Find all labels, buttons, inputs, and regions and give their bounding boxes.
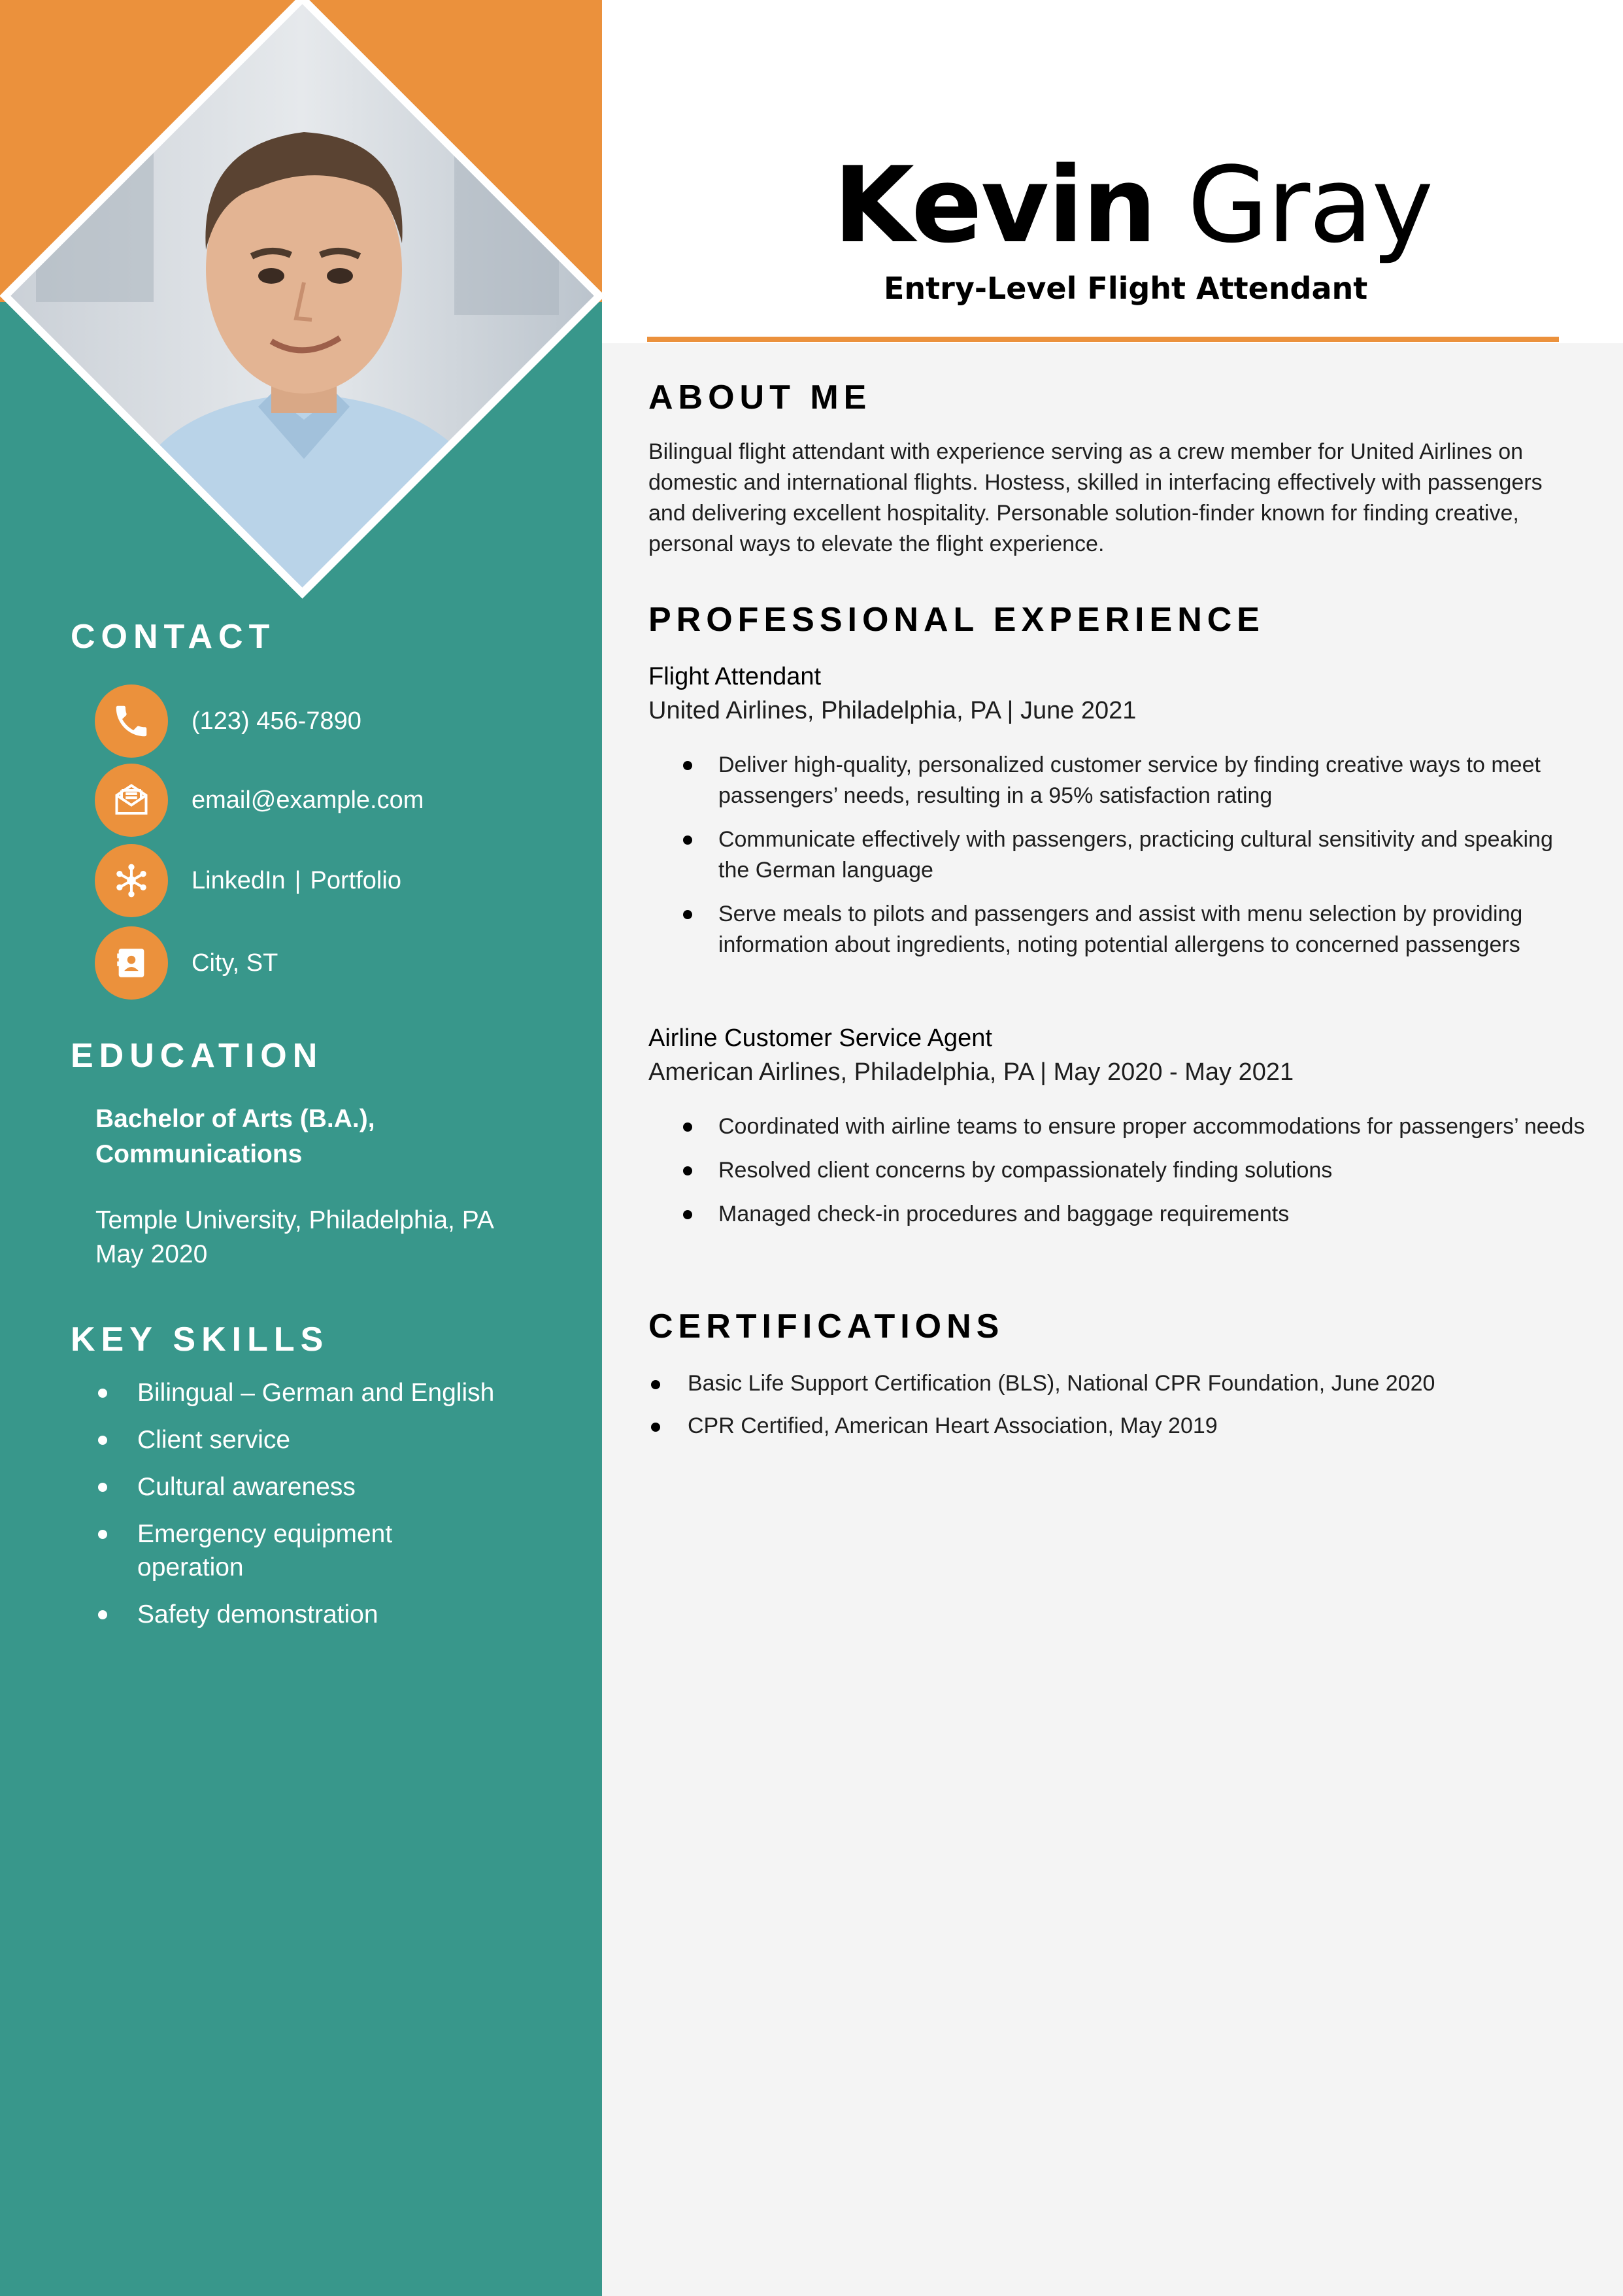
job-title: Entry-Level Flight Attendant — [884, 271, 1368, 306]
certifications-heading: CERTIFICATIONS — [648, 1308, 1005, 1345]
network-icon — [95, 844, 168, 917]
skill-item: Safety demonstration — [95, 1598, 553, 1631]
job-role: Flight Attendant — [648, 663, 822, 690]
education-date: May 2020 — [95, 1240, 208, 1268]
experience-heading: PROFESSIONAL EXPERIENCE — [648, 601, 1265, 639]
contact-heading: CONTACT — [71, 618, 276, 656]
contact-links — [95, 844, 401, 917]
job-bullet: Coordinated with airline teams to ensure proper accommodations for passengers’ needs — [683, 1111, 1588, 1142]
skills-list — [95, 1376, 553, 1645]
job-role: Airline Customer Service Agent — [648, 1024, 992, 1052]
education-school: Temple University, Philadelphia, PA — [95, 1206, 494, 1234]
contact-card-icon — [95, 926, 168, 1000]
title-divider — [647, 337, 1559, 342]
location: City, ST — [192, 949, 278, 977]
about-heading: ABOUT ME — [648, 379, 872, 416]
skill-item: Client service — [95, 1423, 553, 1457]
skill-item: Cultural awareness — [95, 1470, 553, 1504]
skill-item: Emergency equipment operation — [95, 1517, 435, 1584]
linkedin-link[interactable]: LinkedIn — [192, 866, 286, 894]
contact-location — [95, 926, 278, 1000]
contact-phone — [95, 684, 361, 758]
skill-item: Bilingual – German and English — [95, 1376, 553, 1410]
job-bullet: Managed check-in procedures and baggage requirements — [683, 1199, 1588, 1230]
about-text: Bilingual flight attendant with experience serving as a crew member for United Airlines on domestic and international flights. Hostess, skilled in interfacing effectively with passengers and delivering excellent hospitality. Personable solution-finder known for finding creative, personal ways to elevate the flight experience. — [648, 439, 1543, 556]
job-company: American Airlines, Philadelphia, PA | May 2020 - May 2021 — [648, 1058, 1294, 1086]
job-bullet: Serve meals to pilots and passengers and assist with menu selection by providing information about ingredients, noting potential allergens to concerned passengers — [683, 899, 1588, 960]
phone-number[interactable]: (123) 456-7890 — [192, 707, 361, 735]
contact-email — [95, 764, 424, 837]
job-bullet: Resolved client concerns by compassionately finding solutions — [683, 1155, 1588, 1186]
link-separator: | — [294, 866, 301, 894]
education-degree: Bachelor of Arts (B.A.), Communications — [95, 1105, 375, 1168]
phone-icon — [95, 684, 168, 758]
full-name — [833, 144, 1432, 266]
email-address[interactable]: email@example.com — [192, 786, 424, 814]
last-name: Gray — [1187, 144, 1433, 266]
certification-item: CPR Certified, American Heart Association, May 2019 — [648, 1411, 1583, 1442]
education-heading: EDUCATION — [71, 1037, 324, 1075]
portfolio-link[interactable]: Portfolio — [310, 866, 401, 894]
job-bullet: Deliver high-quality, personalized customer service by finding creative ways to meet passengers’ needs, resulting in a 95% satisfaction rating — [683, 750, 1588, 811]
first-name: Kevin — [833, 144, 1156, 266]
job-bullet: Communicate effectively with passengers, practicing cultural sensitivity and speaking the German language — [683, 824, 1588, 886]
certification-item: Basic Life Support Certification (BLS), National CPR Foundation, June 2020 — [648, 1368, 1583, 1399]
envelope-icon — [95, 764, 168, 837]
skills-heading: KEY SKILLS — [71, 1321, 329, 1359]
job-bullets — [683, 1111, 1588, 1243]
job-company: United Airlines, Philadelphia, PA | June 2021 — [648, 697, 1137, 724]
job-bullets — [683, 750, 1588, 973]
certifications-list — [648, 1368, 1583, 1453]
